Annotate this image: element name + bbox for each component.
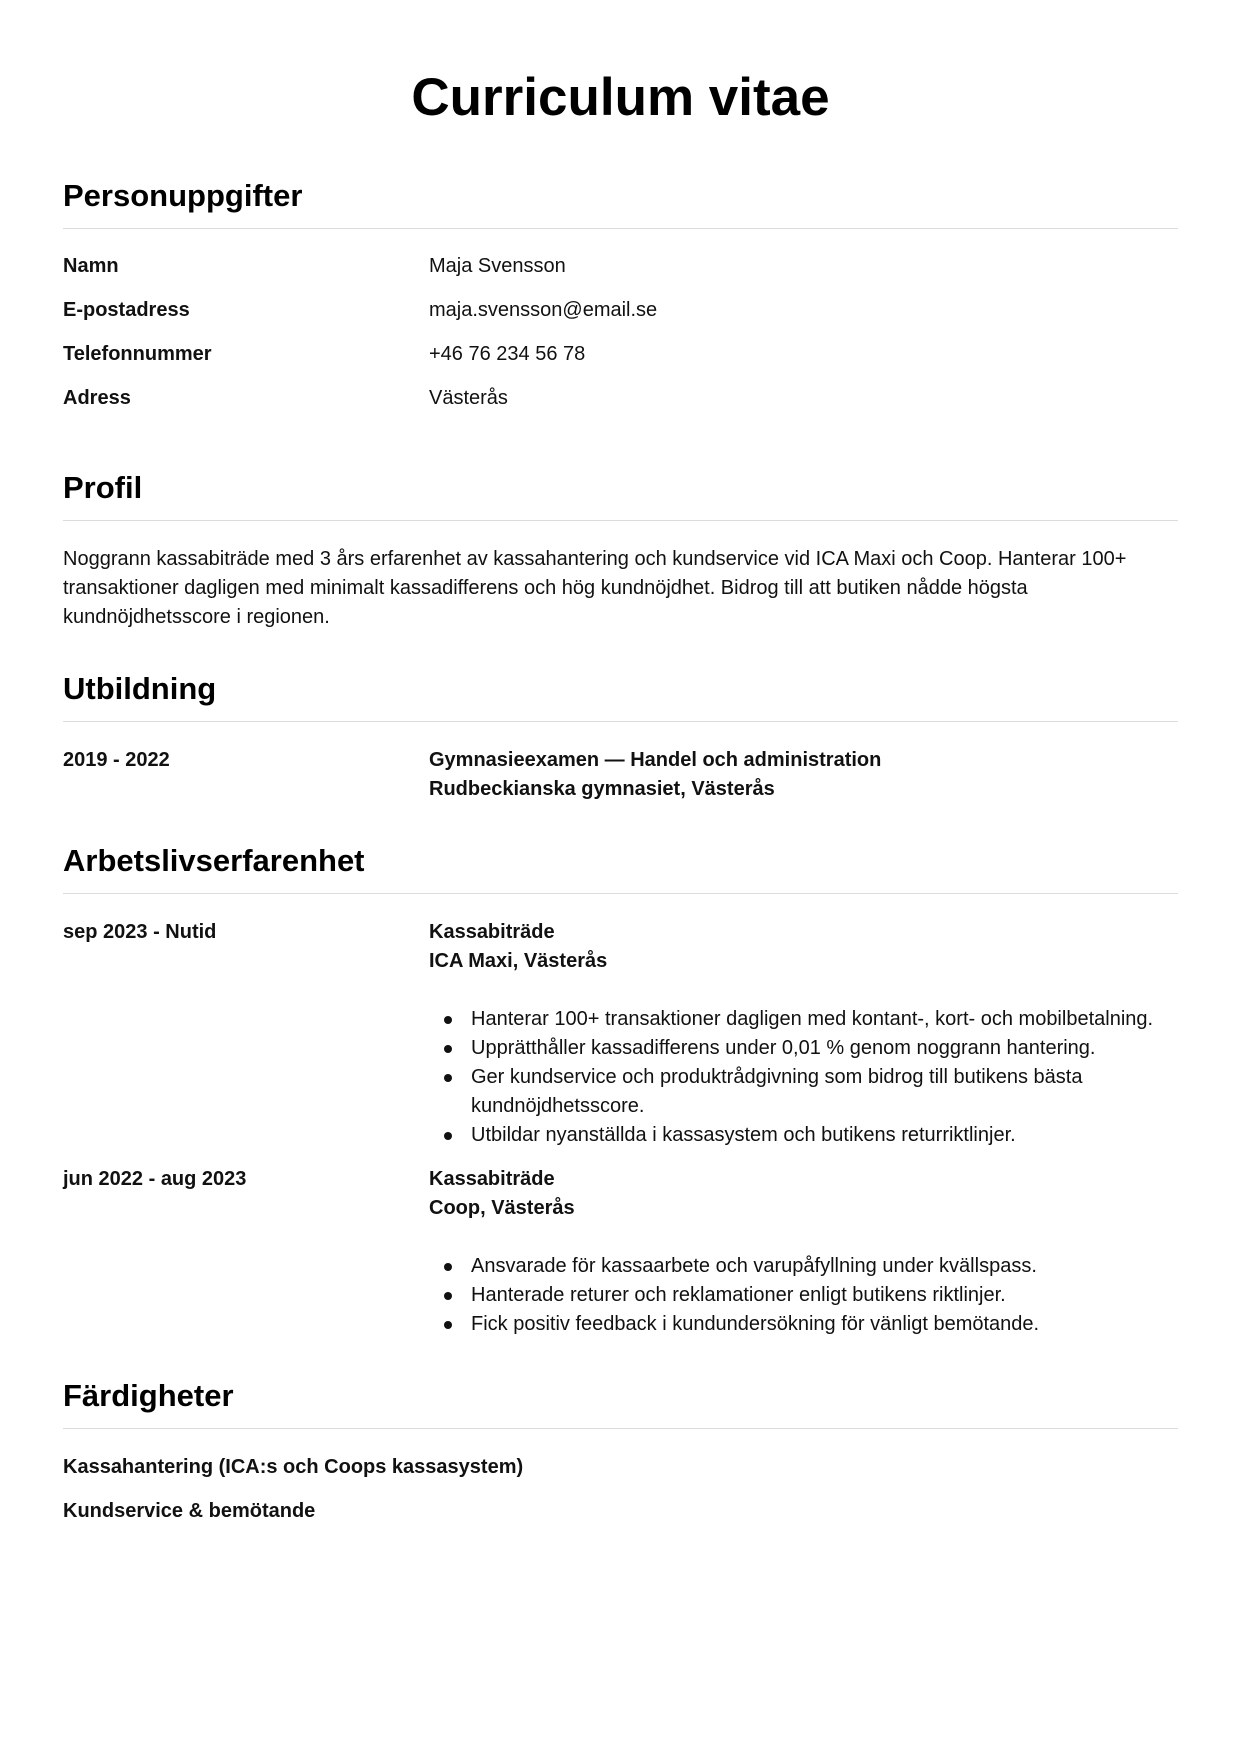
section-heading-profile: Profil — [63, 468, 1178, 521]
experience-item — [63, 1150, 1178, 1339]
list-item — [471, 1005, 1178, 1034]
field-value: maja.svensson@email.se — [429, 299, 658, 321]
bullet-icon — [444, 1321, 452, 1329]
field-label: E-postadress — [63, 299, 190, 321]
bullet-text: Upprätthåller kassadifferens under 0,01 % genom noggrann hantering. — [471, 1037, 1096, 1059]
skills-section — [63, 1376, 1178, 1526]
personal-row-email — [63, 296, 1178, 325]
bullet-icon — [444, 1263, 452, 1271]
bullet-icon — [444, 1292, 452, 1300]
bullet-icon — [444, 1045, 452, 1053]
bullet-text: Ger kundservice och produktrådgivning som bidrog till butikens bästa kundnöjdhetsscore. — [471, 1066, 1083, 1117]
personal-row-name — [63, 252, 1178, 281]
experience-bullets — [429, 1005, 1178, 1150]
experience-item — [63, 894, 1178, 1150]
list-item — [471, 1063, 1178, 1121]
experience-title: Kassabiträde — [429, 1168, 555, 1190]
skill-item: Kundservice & bemötande — [63, 1500, 316, 1522]
personal-row-address — [63, 384, 1178, 413]
document-title: Curriculum vitae — [411, 68, 830, 127]
field-label: Namn — [63, 255, 119, 277]
experience-employer: Coop, Västerås — [429, 1197, 575, 1219]
personal-row-phone — [63, 340, 1178, 369]
skill-item: Kassahantering (ICA:s och Coops kassasystem) — [63, 1456, 524, 1478]
education-title: Gymnasieexamen — Handel och administration — [429, 749, 882, 771]
bullet-text: Utbildar nyanställda i kassasystem och butikens returriktlinjer. — [471, 1124, 1016, 1146]
section-heading-experience: Arbetslivserfarenhet — [63, 841, 1178, 894]
education-item — [63, 722, 1178, 804]
section-heading-personal: Personuppgifter — [63, 176, 1178, 229]
experience-section — [63, 841, 1178, 1339]
field-label: Telefonnummer — [63, 343, 212, 365]
field-value: Västerås — [429, 387, 508, 409]
bullet-text: Ansvarade för kassaarbete och varupåfyllning under kvällspass. — [471, 1255, 1037, 1277]
bullet-text: Fick positiv feedback i kundundersökning för vänligt bemötande. — [471, 1313, 1040, 1335]
education-place: Rudbeckianska gymnasiet, Västerås — [429, 778, 775, 800]
list-item — [471, 1252, 1178, 1281]
list-item — [471, 1310, 1178, 1339]
bullet-text: Hanterar 100+ transaktioner dagligen med kontant-, kort- och mobilbetalning. — [471, 1008, 1154, 1030]
experience-bullets — [429, 1252, 1178, 1339]
field-value: +46 76 234 56 78 — [429, 343, 586, 365]
bullet-icon — [444, 1074, 452, 1082]
profile-text: Noggrann kassabiträde med 3 års erfarenhet av kassahantering och kundservice vid ICA Maxi och Coop. Hanterar 100+ transaktioner dagligen med minimalt kassadifferens och hög kundnöjdhet. Bidrog till att butiken nådde högsta kundnöjdhetsscore i regionen. — [63, 548, 1127, 628]
bullet-text: Hanterade returer och reklamationer enligt butikens riktlinjer. — [471, 1284, 1006, 1306]
bullet-icon — [444, 1016, 452, 1024]
experience-title: Kassabiträde — [429, 921, 555, 943]
profile-section — [63, 468, 1178, 632]
list-item — [471, 1281, 1178, 1310]
field-value: Maja Svensson — [429, 255, 566, 277]
bullet-icon — [444, 1132, 452, 1140]
education-section — [63, 669, 1178, 804]
section-heading-education: Utbildning — [63, 669, 1178, 722]
section-heading-skills: Färdigheter — [63, 1376, 1178, 1429]
personal-section — [63, 176, 1178, 413]
experience-period: jun 2022 - aug 2023 — [63, 1168, 247, 1190]
education-period: 2019 - 2022 — [63, 749, 170, 771]
experience-employer: ICA Maxi, Västerås — [429, 950, 608, 972]
list-item — [471, 1121, 1178, 1150]
field-label: Adress — [63, 387, 131, 409]
list-item — [471, 1034, 1178, 1063]
experience-period: sep 2023 - Nutid — [63, 921, 217, 943]
